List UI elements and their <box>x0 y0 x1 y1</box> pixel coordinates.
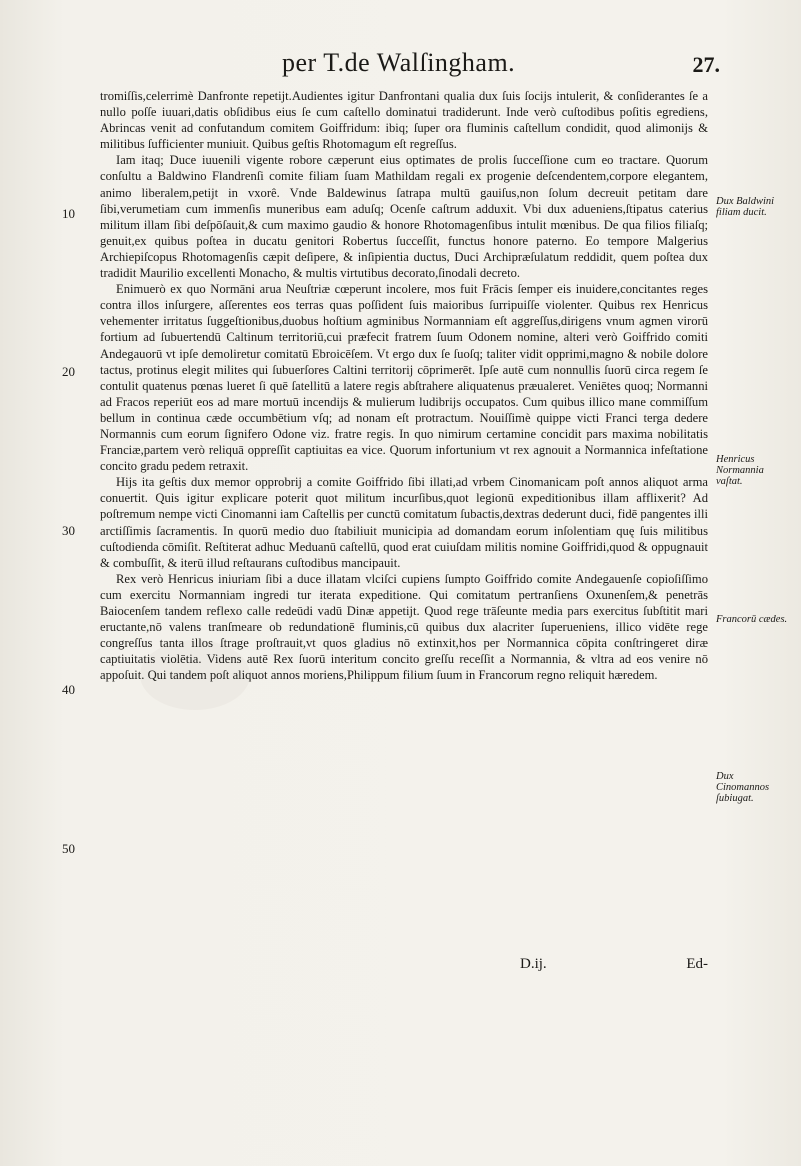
running-title: per T.de Walſingham. <box>282 48 516 77</box>
paragraph: Hijs ita geſtis dux memor opprobrij a comite Goiffrido ſibi illati,ad vrbem Cinomanicam poſt annos aliquot arma conuertit. Quis igitur explicare poterit quot militum incurſibus,quot legionū expeditionibus illam afflixerit? Ad poſtremum nempe victi Cinomanni iam Caſtellis per cunctū comitatum ſubactis,dextras dederunt duci, fidē pangentes illi arctiſſimis ſacramentis. In quorū medio duo ſtabiliuit municipia ad domandam eorum inſolentiam quę ſuis militibus cuſtodienda cōmiſit. Reſtiterat adhuc Meduanū caſtellū, quod erat cuiuſdam militis nomine Goiffridi,quod & oppugnauit & combuſſit, & iterū illud reſtaurans cuſtodibus mancipauit. <box>100 475 708 570</box>
line-number: 20 <box>62 364 75 379</box>
paragraph: Enimuerò ex quo Normāni arua Neuſtriæ cœperunt incolere, mos fuit Frācis ſemper eis inuidere,concitantes reges contra illos inſurgere, aſſerentes eos terras quas poſſident ſuis maioribus ſurripuiſſe violenter. Quibus rex Henricus vehementer irritatus ſuggeſtionibus,duobus hoſtium agminibus Normanniam eſt aggreſſus,dirigens vnum agmen virorū fortium ad ſubuertendū Caltinum territoriū,cui præfecit fratrem ſuum Odonem nomine, alteri verò Goiffrido comiti Andegauorū vt ipſe demoliretur comitatū Ebroicēſem. Vt ergo dux ſe ſuoſq; taliter vidit opprimi,magno & nobile dolore tactus, protinus elegit milites qui ſubuerſores Caltini territorij cōprimerēt. Ipſe autē cum nonnullis ſuorū circa regem ſe contulit quatenus pœnas lueret ſi quē ſatellitū a latere regis abſtrahere aliquatenus præualeret. Veniētes quoq; Normanni ad Fracos reperiūt eos ad mare mortuū incendijs & mulierum ludibrijs occupatos. Cum quibus illico mane commiſſum bellum in continua cæde occumbētium vſq; ad nonam eſt protractum. Nouiſſimè quippe victi Franci terga dedere Normannis cum eorum ſignifero Odone viz. fratre regis. In quo nimirum certamine concidit pars maxima nobilitatis Franciæ,partem verò reliquā oppreſſit captiuitas ea vice. Quorum infortunium vt rex agnouit a Normannica infeſtatione concito gradu pedem retraxit. <box>100 282 708 474</box>
margin-note: Dux Baldwini filiam ducit. <box>716 196 775 218</box>
signature-mark: D.ij. <box>520 956 547 972</box>
line-number: 40 <box>62 682 75 697</box>
line-number: 50 <box>62 841 75 856</box>
paragraph: tromiſſis,celerrimè Danfronte repetijt.Audientes igitur Danfrontani qualia dux ſuis ſocijs intulerit, & conſiderantes ſe a nullo poſſe iuuari,datis obſidibus eius ſe cum caſtello dominatui tradiderunt. Inde verò cuſtodibus poſitis egrediens, Abrincas venit ad confutandum comitem Goiffridum: ibiq; ſuper ora fluminis caſtellum condidit, quod alimonijs & militibus ſufficienter muniuit. Quibus geſtis Rhotomagum eſt regreſſus. <box>100 89 708 152</box>
margin-note: Dux Cinomannos ſubiugat. <box>716 771 770 804</box>
margin-note: Henricus Normannia vaſtat. <box>716 454 764 487</box>
body-text <box>100 88 708 683</box>
paragraph: Rex verò Henricus iniuriam ſibi a duce illatam vlciſci cupiens ſumpto Goiffrido comite Andegauenſe copioſiſſimo cum exercitu Normanniam ingredi tur iterata expeditione. Qui comitatum pertranſiens Oxunenſem,& penetrās Baiocenſem tandem reflexo calle redeūdi vadū Dinæ appetijt. Quod rege trāſeunte media pars exercitus ſubſtitit mari eructante,nō valens tranſmeare ob redundationē fluminis,cū quibus dux alacriter ſuperueniens, illico vidēte rege congreſſus tanta illos ſtrage proſtrauit,vt quos gladius nō extinxit,hos per Normannica cōpita conſtringeret diræ captiuitatis violētia. Videns autē Rex ſuorū interitum concito greſſu receſſit a Normannia, & vltra ad eos venire nō appoſuit. Qui tandem poſt aliquot annos moriens,Philippum filium ſuum in Francorum regno reliquit hæredem. <box>100 571 708 683</box>
line-number: 30 <box>62 523 75 538</box>
page-footer <box>100 956 708 980</box>
paragraph: Iam itaq; Duce iuuenili vigente robore cæperunt eius optimates de prolis ſucceſſione cum eo tractare. Quorum conſultu a Baldwino Flandrenſi comite filiam ſuam Mathildam regali ex progenie deſcendentem,corpore elegantem, animo liberalem,petijt in vxorê. Vnde Baldewinus ſatrapa multū gauiſus,non ſolum decreuit petitam dare ſibi,verumetiam cum immenſis muneribus eam aduſq; Ocenſe caſtrum adduxit. Vbi dux adueniens,ſtipatus caterius militum illam ſibi deſpōſauit,& cum maximo gaudio & honore Rhotomagenſibus intulit mœnibus. De qua filios filiaſq; genuit,ex quibus poſtea in ducatu genitori Robertus ſucceſſit, functus honore paterno. Eo tempore Malgerius Archiepiſcopus Rhotomagenſis cæpit deſipere, & inſipientia ductus, Duci Archipræſulatum reddidit, quem poſtea dux tradidit Maurilio excellenti Monacho, & multis virtutibus decorato,ſinodali decreto. <box>100 153 708 281</box>
page-number: 27. <box>692 52 720 77</box>
page-header <box>260 48 720 88</box>
margin-note: Francorū cædes. <box>716 614 788 625</box>
line-number: 10 <box>62 206 75 221</box>
catchword: Ed- <box>686 956 708 972</box>
